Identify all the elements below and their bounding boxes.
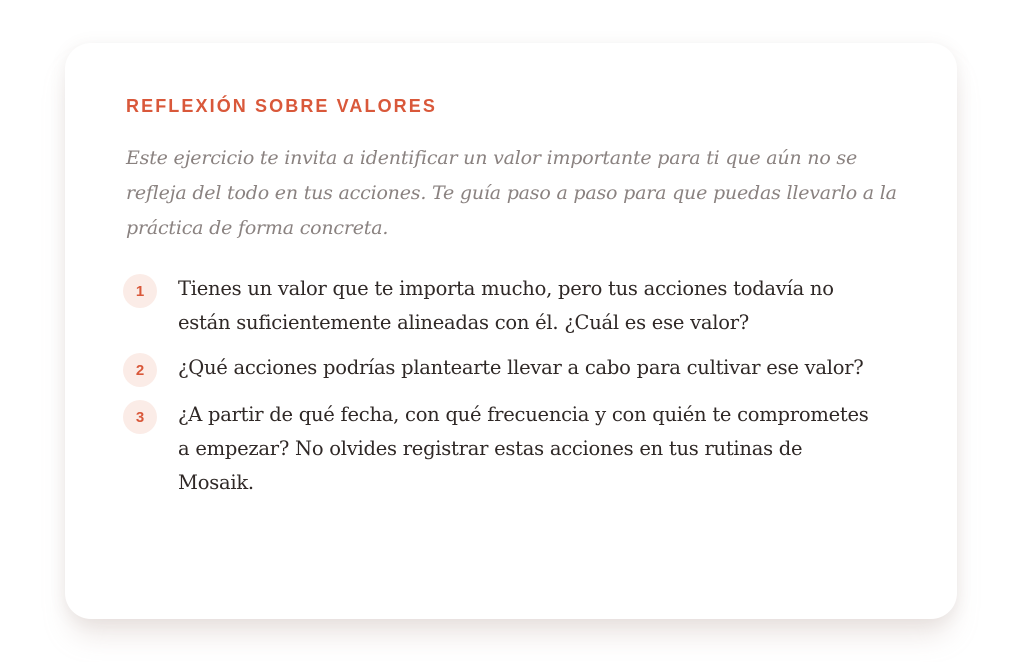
step-item-2 <box>126 358 897 387</box>
step-item-3 <box>126 405 897 500</box>
exercise-card <box>65 43 957 619</box>
step-item-1 <box>126 279 897 340</box>
step-text: ¿A partir de qué fecha, con qué frecuencia y con quién te comprometes a empezar? No olvides registrar estas acciones en tus rutinas de Mosaik. <box>178 403 869 494</box>
card-intro-text: Este ejercicio te invita a identificar un valor importante para ti que aún no se refleja del todo en tus acciones. Te guía paso a paso para que puedas llevarlo a la práctica de forma concreta. <box>126 147 897 239</box>
step-text: Tienes un valor que te importa mucho, pero tus acciones todavía no están suficientemente alineadas con él. ¿Cuál es ese valor? <box>178 277 834 334</box>
steps-list <box>126 279 897 500</box>
step-number-badge: 2 <box>123 353 157 387</box>
step-number-badge: 3 <box>123 400 157 434</box>
card-eyebrow-title: REFLEXIÓN SOBRE VALORES <box>126 96 437 116</box>
step-text: ¿Qué acciones podrías plantearte llevar a cabo para cultivar ese valor? <box>178 356 864 379</box>
step-number-badge: 1 <box>123 274 157 308</box>
